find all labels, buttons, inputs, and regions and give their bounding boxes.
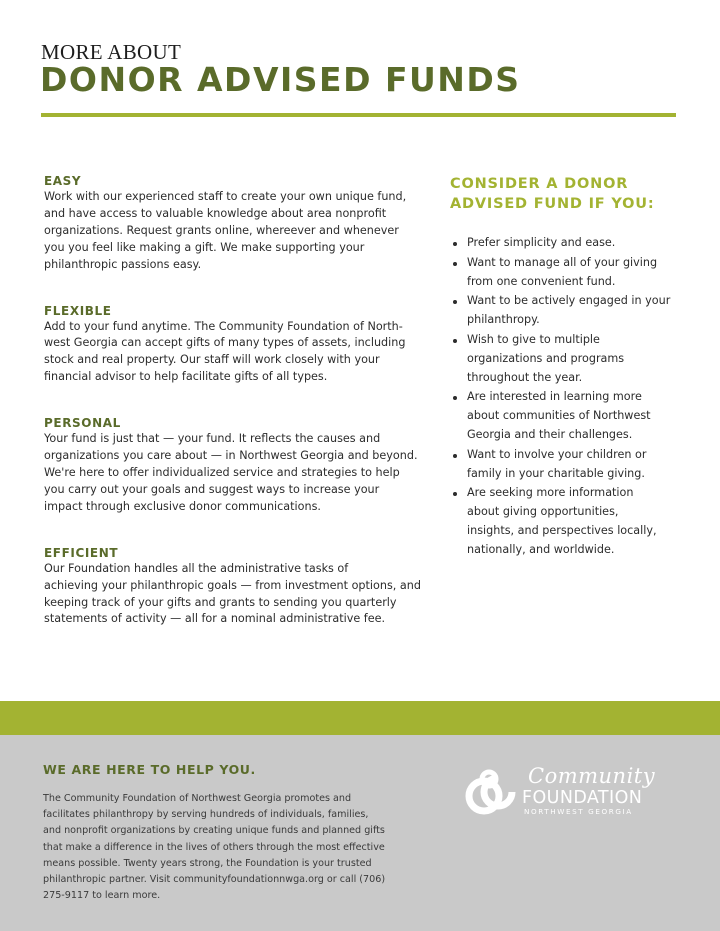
bullet-icon [453, 492, 457, 496]
header-divider [41, 113, 676, 117]
text-line: philanthropic passions easy. [44, 257, 202, 271]
text-line: means possible. Twenty years strong, the Foundation is your trusted [43, 857, 372, 869]
list-item-line: Want to manage all of your giving [467, 255, 658, 269]
reasons-list [450, 234, 690, 560]
page-title: DONOR ADVISED FUNDS [40, 60, 521, 99]
sidebar-title-line: CONSIDER A DONOR [450, 176, 629, 192]
sidebar-title [450, 174, 690, 214]
consider-sidebar [450, 174, 690, 561]
list-item-line: about communities of Northwest [467, 409, 651, 423]
text-line: philanthropic partner. Visit communityfoundationnwga.org or call (706) [43, 874, 386, 886]
list-item-line: Want to be actively engaged in your [467, 294, 671, 308]
logo-main-text: FOUNDATION [522, 788, 643, 808]
footer-heading: WE ARE HERE TO HELP YOU. [43, 762, 256, 777]
text-line: Work with our experienced staff to create your own unique fund, [44, 190, 407, 203]
bullet-icon [453, 339, 457, 343]
section-body [44, 319, 440, 387]
section-body [44, 561, 440, 629]
list-item-line: Are interested in learning more [467, 390, 642, 404]
list-item-line: philanthropy. [467, 313, 540, 327]
list-item-line: insights, and perspectives locally, [467, 523, 657, 537]
list-item-line: Georgia and their challenges. [467, 427, 633, 441]
section-body [44, 189, 440, 274]
sidebar-title-line: ADVISED FUND IF YOU: [450, 196, 655, 212]
section-heading: EASY [44, 174, 82, 188]
text-line: and have access to valuable knowledge about area nonprofit [44, 206, 387, 220]
list-item-line: nationally, and worldwide. [467, 542, 615, 556]
logo-sub-text: NORTHWEST GEORGIA [524, 807, 633, 816]
section-body [44, 431, 440, 516]
benefits-column [44, 174, 440, 658]
text-line: stock and real property. Our staff will work closely with your [44, 353, 380, 367]
text-line: facilitates philanthropy by serving hundreds of individuals, families, [43, 809, 369, 821]
list-item [450, 388, 690, 444]
text-line: organizations. Request grants online, whereever and whenever [44, 223, 399, 237]
bullet-icon [453, 262, 457, 266]
list-item [450, 484, 690, 559]
text-line: Add to your fund anytime. The Community Foundation of North- [44, 319, 403, 333]
community-foundation-logo [462, 764, 677, 824]
header-kicker: MORE ABOUT [41, 40, 182, 64]
text-line: Our Foundation handles all the administrative tasks of [44, 561, 349, 575]
text-line: you carry out your goals and suggest ways to increase your [44, 482, 380, 496]
text-line: achieving your philanthropic goals — from investment options, and [44, 578, 421, 592]
bullet-icon [453, 300, 457, 304]
text-line: 275-9117 to learn more. [43, 890, 161, 902]
section-efficient [44, 546, 440, 629]
list-item-line: Prefer simplicity and ease. [467, 236, 616, 249]
text-line: and nonprofit organizations by creating unique funds and planned gifts [43, 825, 385, 837]
list-item [450, 331, 690, 387]
list-item-line: throughout the year. [467, 370, 583, 384]
list-item-line: Want to involve your children or [467, 447, 647, 461]
text-line: impact through exclusive donor communications. [44, 499, 321, 513]
bullet-icon [453, 454, 457, 458]
list-item-line: Wish to give to multiple [467, 332, 600, 346]
text-line: statements of activity — all for a nominal administrative fee. [44, 612, 386, 626]
text-line: west Georgia can accept gifts of many types of assets, including [44, 336, 406, 350]
list-item-line: organizations and programs [467, 351, 625, 365]
section-flexible [44, 304, 440, 387]
list-item [450, 292, 690, 330]
section-heading: EFFICIENT [44, 545, 119, 560]
list-item-line: family in your charitable giving. [467, 466, 645, 480]
section-heading: PERSONAL [44, 416, 121, 431]
text-line: that make a difference in the lives of others through the most effective [43, 841, 385, 853]
text-line: organizations you care about — in Northwest Georgia and beyond. [44, 449, 418, 463]
logo-script-text: Community [528, 764, 656, 788]
section-heading: FLEXIBLE [44, 303, 112, 318]
list-item-line: about giving opportunities, [467, 505, 619, 519]
bullet-icon [453, 396, 457, 400]
text-line: The Community Foundation of Northwest Georgia promotes and [43, 793, 352, 804]
list-item [450, 254, 690, 292]
interlocking-rings-logo-icon [462, 764, 520, 822]
bullet-icon [453, 242, 457, 246]
list-item [450, 446, 690, 484]
text-line: keeping track of your gifts and grants to sending you quarterly [44, 595, 397, 609]
list-item-line: from one convenient fund. [467, 274, 616, 288]
footer-accent-band [0, 701, 720, 735]
section-personal [44, 416, 440, 516]
text-line: you you feel like making a gift. We make supporting your [44, 240, 365, 254]
list-item [450, 234, 690, 253]
text-line: Your fund is just that — your fund. It reflects the causes and [44, 432, 381, 446]
footer-description [43, 791, 428, 904]
text-line: We're here to offer individualized service and strategies to help [44, 465, 400, 479]
section-easy [44, 174, 440, 274]
list-item-line: Are seeking more information [467, 486, 634, 500]
text-line: financial advisor to help facilitate gifts of all types. [44, 370, 328, 384]
